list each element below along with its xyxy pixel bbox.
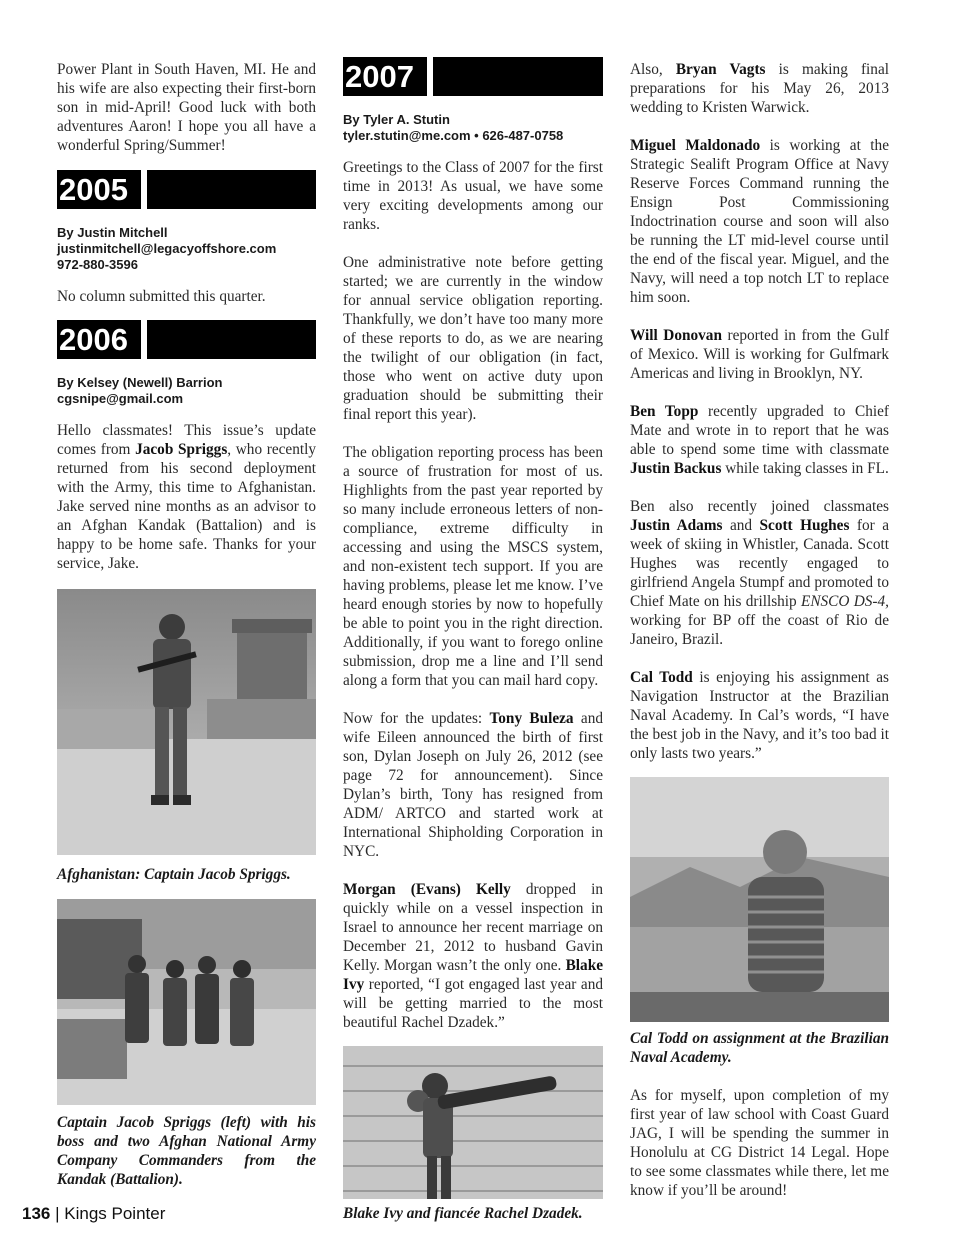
photo-jacob-spriggs-afghanistan bbox=[57, 589, 316, 855]
author-contact: tyler.stutin@me.com • 626-487-0758 bbox=[343, 128, 564, 143]
footer-separator: | bbox=[50, 1204, 65, 1223]
photo-caption: Cal Todd on assignment at the Brazilian Naval Academy. bbox=[630, 1030, 889, 1066]
author-name: By Tyler A. Stutin bbox=[343, 112, 450, 127]
classmate-name: Blake Ivy bbox=[343, 957, 603, 993]
classmate-name: Scott Hughes bbox=[759, 517, 850, 534]
page-number: 136 bbox=[22, 1204, 51, 1223]
page-footer bbox=[22, 1204, 165, 1224]
classmate-name: Tony Buleza bbox=[489, 710, 574, 727]
vessel-name: ENSCO DS-4, bbox=[800, 593, 889, 610]
paragraph-4: Now for the updates: Tony Buleza and wife Eileen announced the birth of first son, Dylan Joseph on July 26, 2012 (see page 72 for announcement). Since Dylan’s birth, Tony has resigned from ADM/ ARTCO and started work at International Shipholding Corporation in NYC. bbox=[343, 710, 603, 860]
paragraph-3: Will Donovan reported in from the Gulf of Mexico. Will is working for Gulfmark Americas and living in Brooklyn, NY. bbox=[630, 327, 889, 382]
author-name: By Justin Mitchell bbox=[57, 225, 168, 240]
year-header-2006 bbox=[57, 320, 316, 359]
paragraph-5: Ben also recently joined classmates Justin Adams and Scott Hughes for a week of skiing in Whistler, Canada. Scott Hughes was recently engaged to girlfriend Angela Stumpf and promoted to Chief Mate on his drillship ENSCO DS-4, working for BP off the coast of Rio de Janeiro, Brazil. bbox=[630, 498, 889, 648]
photo-caption: Blake Ivy and fiancée Rachel Dzadek. bbox=[343, 1205, 583, 1222]
class-2006-text: Hello classmates! This issue’s update comes from Jacob Spriggs, who recently returned from his second deployment with the Army, this time to Afghanistan. Jake served nine months as an advisor to an Afghan Kandak (Battalion) and is happy to be home safe. Thanks for your service, Jake. bbox=[57, 422, 316, 572]
paragraph-4: Ben Topp recently upgraded to Chief Mate and wrote in to report that he was able to spend some time with classmate Justin Backus while taking classes in FL. bbox=[630, 403, 889, 477]
byline-2005 bbox=[57, 225, 316, 273]
paragraph-1: Also, Bryan Vagts is making final preparations for his May 26, 2013 wedding to Kristen Warwick. bbox=[630, 61, 889, 116]
year-header-2007 bbox=[343, 57, 603, 96]
paragraph-6: Cal Todd is enjoying his assignment as Navigation Instructor at the Brazilian Naval Academy. In Cal’s words, “I have the best job in the Navy, and it’s too bad it only lasts two years.” bbox=[630, 669, 889, 762]
classmate-name: Jacob Spriggs bbox=[135, 441, 228, 458]
author-name: By Kelsey (Newell) Barrion bbox=[57, 375, 223, 390]
paragraph-2: One administrative note before getting started; we are currently in the window for annual service obligation reporting. Thankfully, we don’t have too many more of these reports to do, as we are nearing the twilight of our obligation (in fact, those who went on active duty upon graduation should be submitting their final report this year). bbox=[343, 254, 603, 423]
year-header-2005 bbox=[57, 170, 316, 209]
photo-caption-1: Afghanistan: Captain Jacob Spriggs. bbox=[57, 866, 291, 883]
classmate-name: Justin Adams bbox=[630, 517, 723, 534]
paragraph-1: Greetings to the Class of 2007 for the first time in 2013! As usual, we have some very exciting developments among our ranks. bbox=[343, 159, 603, 233]
classmate-name: Cal Todd bbox=[630, 669, 693, 686]
classmate-name: Bryan Vagts bbox=[675, 61, 766, 78]
year-label: 2007 bbox=[343, 57, 427, 96]
photo-cal-todd-brazil bbox=[630, 777, 889, 1022]
classmate-name: Ben Topp bbox=[630, 403, 699, 420]
photo-caption-2: Captain Jacob Spriggs (left) with his boss and two Afghan National Army Company Commanders from the Kandak (Battalion). bbox=[57, 1114, 316, 1188]
author-phone: 972-880-3596 bbox=[57, 257, 138, 272]
classmate-name: Will Donovan bbox=[630, 327, 722, 344]
classmate-name: Justin Backus bbox=[630, 460, 722, 477]
publication-title: Kings Pointer bbox=[64, 1204, 166, 1223]
year-label: 2005 bbox=[57, 170, 141, 209]
column-right bbox=[630, 60, 889, 1219]
byline-2006 bbox=[57, 375, 316, 407]
year-label: 2006 bbox=[57, 320, 141, 359]
paragraph-7: As for myself, upon completion of my first year of law school with Coast Guard JAG, I will be spending the summer in Honolulu at CG District 14 Legal. Hope to see some classmates while there, let me know if you’ll be around! bbox=[630, 1087, 889, 1199]
photo-blake-ivy-rachel-dzadek bbox=[343, 1046, 603, 1199]
class-2004-closing-text: Power Plant in South Haven, MI. He and his wife are also expecting their first-born son in mid-April! Good luck with both adventures Aaron! I hope you all have a wonderful Spring/Summer! bbox=[57, 61, 316, 154]
paragraph-5: Morgan (Evans) Kelly dropped in quickly while on a vessel inspection in Israel to announce her recent marriage on December 21, 2012 to husband Gavin Kelly. Morgan wasn’t the only one. Blake Ivy reported, “I got engaged last year and will be getting married to the most beautiful Rachel Dzadek.” bbox=[343, 881, 603, 1031]
photo-jacob-spriggs-with-afghan-commanders bbox=[57, 899, 316, 1105]
author-email: cgsnipe@gmail.com bbox=[57, 391, 184, 406]
author-email: justinmitchell@legacyoffshore.com bbox=[57, 241, 277, 256]
classmate-name: Morgan (Evans) Kelly bbox=[343, 881, 511, 898]
paragraph-2: Miguel Maldonado is working at the Strategic Sealift Program Office at Navy Reserve Forces Command running the Ensign Post Commissioning Indoctrination course and soon will also be running the LT mid-level course until the end of the fiscal year. Miguel, and the Navy, will need a top notch LT to replace him soon. bbox=[630, 137, 889, 306]
classmate-name: Miguel Maldonado bbox=[630, 137, 761, 154]
paragraph-3: The obligation reporting process has been a source of frustration for most of us. Highlights from the past year reported by so many include erroneous letters of non-compliance, extreme difficulty in accessing and using the MSCS system, and non-existent tech support. If you are having problems, please let me know. I’ve heard enough stories by now to hopefully be able to point you in the right direction. Additionally, if you want to forego online submission, drop me a line and I’ll send along a form that you can mail hard copy. bbox=[343, 444, 603, 689]
column-left bbox=[57, 60, 316, 1189]
byline-2007 bbox=[343, 112, 603, 144]
class-2005-text: No column submitted this quarter. bbox=[57, 288, 266, 305]
column-middle bbox=[343, 57, 603, 1223]
